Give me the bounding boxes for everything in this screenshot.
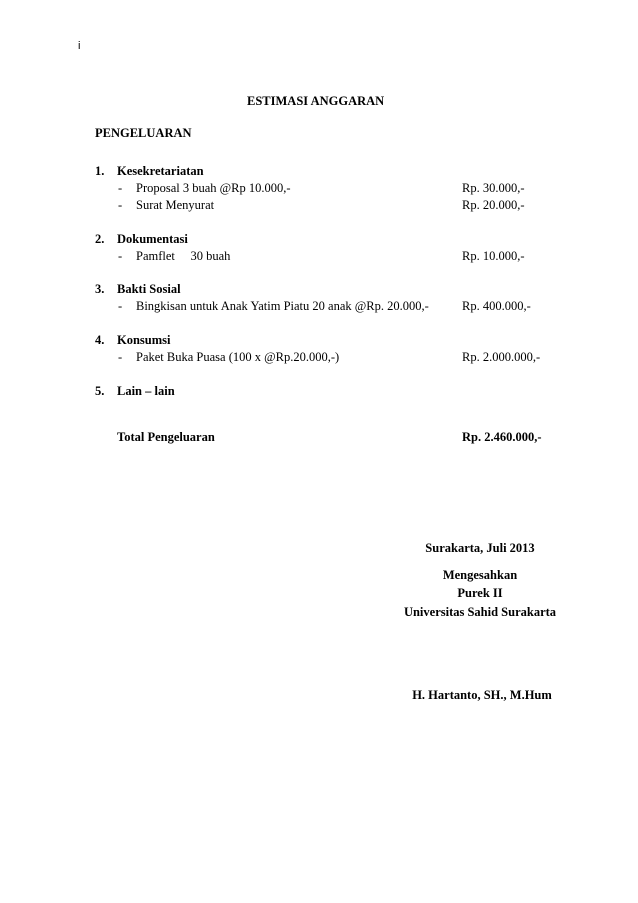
category-number: 2. (95, 232, 105, 246)
item-description: Bingkisan untuk Anak Yatim Piatu 20 anak @Rp. 20.000,- (136, 299, 429, 313)
item-description: Surat Menyurat (136, 198, 215, 212)
total-amount: Rp. 2.460.000,- (462, 430, 542, 444)
item-dash: - (118, 181, 123, 195)
item-amount: Rp. 10.000,- (462, 249, 525, 263)
page-number: i (78, 40, 81, 52)
approval-label: Mengesahkan (442, 568, 518, 582)
item-dash: - (118, 198, 123, 212)
section-heading: PENGELUARAN (95, 126, 192, 140)
item-dash: - (118, 299, 123, 313)
category-name: Dokumentasi (117, 232, 188, 246)
item-description: Proposal 3 buah @Rp 10.000,- (136, 181, 291, 195)
category-name: Kesekretariatan (117, 164, 204, 178)
signer-position: Purek II (457, 586, 503, 600)
page-title: ESTIMASI ANGGARAN (247, 94, 385, 108)
place-date: Surakarta, Juli 2013 (425, 541, 535, 555)
category-name: Lain – lain (117, 384, 175, 398)
item-amount: Rp. 400.000,- (462, 299, 531, 313)
category-number: 3. (95, 282, 105, 296)
item-dash: - (118, 350, 123, 364)
signer-institution: Universitas Sahid Surakarta (403, 605, 557, 619)
item-amount: Rp. 20.000,- (462, 198, 525, 212)
total-label: Total Pengeluaran (117, 430, 215, 444)
category-name: Konsumsi (117, 333, 171, 347)
category-number: 4. (95, 333, 105, 347)
category-number: 1. (95, 164, 105, 178)
signer-name: H. Hartanto, SH., M.Hum (412, 688, 552, 702)
category-name: Bakti Sosial (117, 282, 181, 296)
item-description: Paket Buka Puasa (100 x @Rp.20.000,-) (136, 350, 340, 364)
item-amount: Rp. 2.000.000,- (462, 350, 541, 364)
item-amount: Rp. 30.000,- (462, 181, 525, 195)
category-number: 5. (95, 384, 105, 398)
item-dash: - (118, 249, 123, 263)
item-description: Pamflet 30 buah (136, 249, 231, 263)
